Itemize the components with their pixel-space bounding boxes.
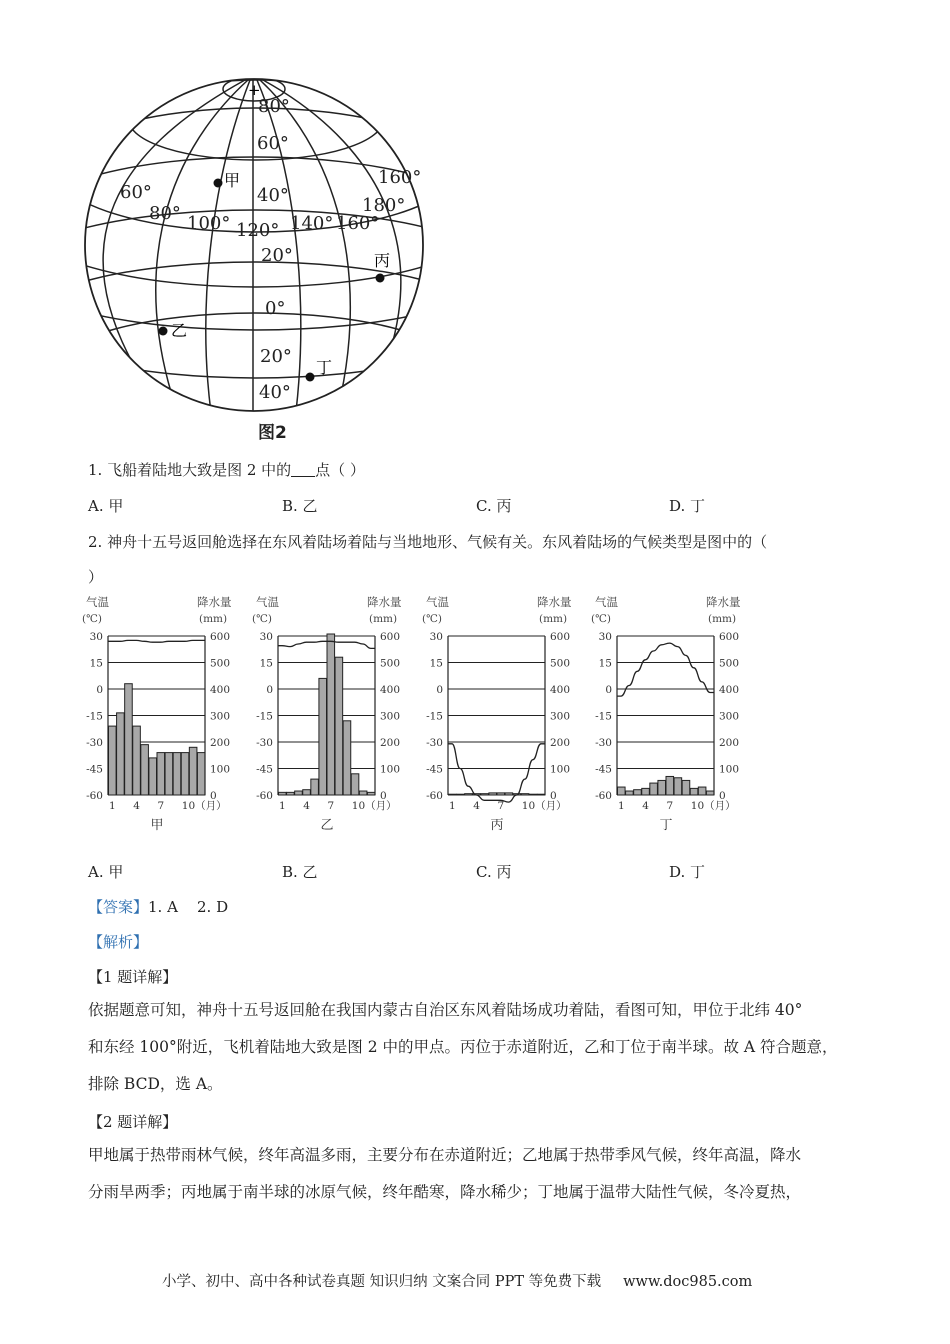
precip-bar bbox=[642, 788, 650, 795]
precip-tick-label: 400 bbox=[719, 684, 740, 696]
precip-tick-label: 400 bbox=[550, 684, 571, 696]
point-bing-dot bbox=[376, 274, 385, 283]
temp-axis-unit: (℃) bbox=[252, 613, 272, 625]
temp-tick-label: -60 bbox=[256, 790, 273, 802]
temp-axis-unit: (℃) bbox=[591, 613, 611, 625]
temp-axis-unit: (℃) bbox=[422, 613, 442, 625]
precip-tick-label: 300 bbox=[719, 710, 740, 723]
precip-tick-label: 0 bbox=[380, 790, 387, 802]
precip-axis-title: 降水量 bbox=[537, 595, 572, 609]
precip-bar bbox=[457, 794, 465, 795]
precip-bar bbox=[706, 791, 714, 795]
answer-label: 【答案】 bbox=[88, 898, 149, 916]
precip-bar bbox=[287, 792, 295, 795]
precip-bar bbox=[634, 790, 642, 795]
q2-option-b[interactable]: B. 乙 bbox=[282, 863, 318, 881]
precip-bar bbox=[690, 788, 698, 795]
temp-tick-label: 0 bbox=[266, 684, 273, 696]
globe-outline bbox=[85, 79, 423, 411]
precip-bar bbox=[481, 794, 489, 795]
q1-option-c[interactable]: C. 丙 bbox=[476, 497, 512, 515]
precip-tick-label: 500 bbox=[719, 657, 740, 670]
precip-bar bbox=[537, 794, 545, 795]
meridian-60 bbox=[103, 80, 245, 420]
precip-bar bbox=[327, 634, 335, 795]
precip-axis-title: 降水量 bbox=[197, 595, 232, 609]
lon-label-160e: 160° bbox=[378, 167, 422, 188]
temp-tick-label: -45 bbox=[86, 763, 103, 776]
precip-bar bbox=[343, 721, 351, 795]
precip-bar bbox=[497, 793, 505, 795]
precip-tick-label: 200 bbox=[210, 737, 231, 749]
chart-name-label: 丙 bbox=[490, 818, 504, 833]
month-tick-label: 1 bbox=[449, 800, 456, 812]
precip-tick-label: 300 bbox=[210, 710, 231, 723]
precip-bar bbox=[626, 791, 634, 795]
temp-tick-label: 15 bbox=[259, 657, 273, 670]
q1-stem-part-b: 点（ ） bbox=[315, 461, 365, 479]
precip-tick-label: 200 bbox=[719, 737, 740, 749]
precip-bar bbox=[658, 780, 666, 795]
north-pole-mark: + bbox=[248, 81, 261, 99]
temp-tick-label: 0 bbox=[605, 684, 612, 696]
precip-bar bbox=[505, 793, 513, 795]
precip-tick-label: 200 bbox=[380, 737, 401, 749]
precip-tick-label: 600 bbox=[719, 631, 740, 643]
point-jia-dot bbox=[214, 179, 223, 188]
precip-tick-label: 300 bbox=[550, 710, 571, 723]
month-tick-label: 10（月） bbox=[351, 800, 397, 812]
month-tick-label: 10（月） bbox=[521, 800, 567, 812]
month-tick-label: 4 bbox=[642, 800, 649, 812]
precip-tick-label: 100 bbox=[380, 763, 401, 776]
temp-tick-label: 30 bbox=[89, 631, 103, 643]
footer-url[interactable]: www.doc985.com bbox=[623, 1274, 753, 1290]
lon-label-80: 80° bbox=[149, 203, 181, 224]
precip-axis-unit: (mm) bbox=[199, 613, 228, 625]
temperature-line bbox=[108, 640, 205, 642]
month-tick-label: 7 bbox=[666, 800, 674, 812]
precip-bar bbox=[359, 791, 367, 795]
q1-option-a[interactable]: A. 甲 bbox=[88, 497, 124, 515]
precip-bar bbox=[149, 758, 157, 795]
temp-tick-label: -15 bbox=[86, 710, 103, 723]
precip-bar bbox=[133, 726, 141, 795]
precip-tick-label: 500 bbox=[550, 657, 571, 670]
precip-bar bbox=[319, 678, 327, 795]
temp-tick-label: -30 bbox=[426, 737, 443, 749]
temp-tick-label: -15 bbox=[595, 710, 612, 723]
temp-tick-label: 0 bbox=[96, 684, 103, 696]
globe-caption: 图2 bbox=[258, 423, 287, 443]
temp-tick-label: -60 bbox=[595, 790, 612, 802]
precip-bar bbox=[181, 753, 189, 795]
temp-tick-label: -60 bbox=[86, 790, 103, 802]
q2-detail-body bbox=[88, 1140, 801, 1207]
latitude-40s bbox=[80, 313, 430, 420]
lat-label-40n: 40° bbox=[257, 185, 289, 206]
precip-tick-label: 300 bbox=[380, 710, 401, 723]
precip-bar bbox=[367, 792, 375, 795]
precip-bar bbox=[335, 657, 343, 795]
precip-tick-label: 100 bbox=[550, 763, 571, 776]
precip-axis-unit: (mm) bbox=[369, 613, 398, 625]
q1-option-b[interactable]: B. 乙 bbox=[282, 497, 318, 515]
climate-charts bbox=[80, 590, 780, 840]
q1-detail-line: 排除 BCD，选 A。 bbox=[88, 1075, 223, 1093]
point-bing-label: 丙 bbox=[374, 251, 391, 270]
question-2-stem-line1: 2. 神舟十五号返回舱选择在东风着陆场着陆与当地地形、气候有关。东风着陆场的气候类型是图中的（ bbox=[88, 533, 768, 551]
point-ding-label: 丁 bbox=[316, 358, 333, 377]
precip-tick-label: 0 bbox=[550, 790, 557, 802]
q2-detail-line: 甲地属于热带雨林气候，终年高温多雨，主要分布在赤道附近；乙地属于热带季风气候，终年高温，降水 bbox=[88, 1146, 802, 1164]
precip-bar bbox=[173, 753, 181, 795]
precip-bar bbox=[311, 779, 319, 795]
temp-tick-label: -30 bbox=[256, 737, 273, 749]
lat-label-20n: 20° bbox=[261, 245, 293, 266]
month-tick-label: 1 bbox=[279, 800, 286, 812]
month-tick-label: 1 bbox=[109, 800, 116, 812]
point-yi-label: 乙 bbox=[171, 321, 188, 340]
precip-bar bbox=[682, 780, 690, 795]
temp-tick-label: -45 bbox=[426, 763, 443, 776]
month-tick-label: 1 bbox=[618, 800, 625, 812]
temperature-line bbox=[278, 641, 375, 648]
temp-tick-label: 30 bbox=[598, 631, 612, 643]
point-ding-dot bbox=[306, 373, 315, 382]
precip-axis-unit: (mm) bbox=[708, 613, 737, 625]
q1-blank bbox=[291, 462, 315, 477]
lon-label-60: 60° bbox=[120, 182, 152, 203]
question-1-stem bbox=[88, 459, 365, 480]
month-tick-label: 4 bbox=[473, 800, 480, 812]
chart-name-label: 丁 bbox=[659, 818, 673, 833]
lon-label-100: 100° bbox=[187, 213, 231, 234]
precip-bar bbox=[295, 791, 303, 795]
precip-tick-label: 200 bbox=[550, 737, 571, 749]
lon-label-120: 120° bbox=[236, 220, 280, 241]
answer-text: 1. A 2. D bbox=[148, 898, 229, 916]
month-tick-label: 7 bbox=[327, 800, 335, 812]
precip-bar bbox=[666, 776, 674, 795]
temp-tick-label: -15 bbox=[256, 710, 273, 723]
precip-bar bbox=[125, 684, 133, 795]
precip-tick-label: 600 bbox=[380, 631, 401, 643]
month-tick-label: 4 bbox=[133, 800, 140, 812]
q1-detail-line: 和东经 100°附近，飞机着陆地大致是图 2 中的甲点。丙位于赤道附近，乙和丁位于南半球。故 A 符合题意， bbox=[88, 1038, 838, 1056]
precip-tick-label: 0 bbox=[210, 790, 217, 802]
q1-detail-title: 【1 题详解】 bbox=[88, 968, 178, 986]
precip-bar bbox=[618, 787, 626, 795]
q2-detail-line: 分雨旱两季；丙地属于南半球的冰原气候，终年酷寒，降水稀少；丁地属于温带大陆性气候，冬冷夏热， bbox=[88, 1183, 802, 1201]
precip-bar bbox=[165, 753, 173, 795]
precip-tick-label: 100 bbox=[210, 763, 231, 776]
precip-bar bbox=[449, 794, 457, 795]
temp-tick-label: -30 bbox=[595, 737, 612, 749]
temp-tick-label: -45 bbox=[595, 763, 612, 776]
temp-axis-unit: (℃) bbox=[82, 613, 102, 625]
globe-figure bbox=[80, 70, 430, 420]
q2-option-d[interactable]: D. 丁 bbox=[669, 863, 706, 881]
temp-tick-label: 0 bbox=[436, 684, 443, 696]
precip-axis-unit: (mm) bbox=[539, 613, 568, 625]
lat-label-20s: 20° bbox=[260, 346, 292, 367]
precip-bar bbox=[279, 792, 287, 795]
q1-option-d[interactable]: D. 丁 bbox=[669, 497, 706, 515]
precip-axis-title: 降水量 bbox=[367, 595, 402, 609]
temp-tick-label: 15 bbox=[598, 657, 612, 670]
month-tick-label: 7 bbox=[497, 800, 505, 812]
precip-bar bbox=[197, 753, 205, 795]
month-tick-label: 7 bbox=[157, 800, 165, 812]
answer-line bbox=[88, 896, 228, 917]
precip-tick-label: 500 bbox=[380, 657, 401, 670]
lon-label-160w: 160° bbox=[336, 213, 380, 234]
temperature-line bbox=[617, 643, 714, 696]
temp-axis-title: 气温 bbox=[86, 595, 109, 609]
temp-axis-title: 气温 bbox=[256, 595, 279, 609]
lat-label-80n: 80° bbox=[258, 96, 290, 117]
lat-label-0: 0° bbox=[265, 298, 286, 319]
footer-text: 小学、初中、高中各种试卷真题 知识归纳 文案合同 PPT 等免费下载 bbox=[162, 1274, 602, 1290]
precip-bar bbox=[489, 793, 497, 795]
precip-tick-label: 600 bbox=[210, 631, 231, 643]
month-tick-label: 4 bbox=[303, 800, 310, 812]
precip-tick-label: 500 bbox=[210, 657, 231, 670]
precip-tick-label: 600 bbox=[550, 631, 571, 643]
temp-tick-label: -15 bbox=[426, 710, 443, 723]
lat-label-60n: 60° bbox=[257, 133, 289, 154]
q1-stem-part-a: 1. 飞船着陆地大致是图 2 中的 bbox=[88, 461, 292, 479]
meridian-100 bbox=[206, 80, 250, 420]
temp-tick-label: 15 bbox=[429, 657, 443, 670]
temp-tick-label: -30 bbox=[86, 737, 103, 749]
chart-name-label: 乙 bbox=[320, 818, 334, 833]
q1-detail-body bbox=[88, 995, 838, 1099]
precip-bar bbox=[109, 726, 117, 795]
temp-tick-label: 15 bbox=[89, 657, 103, 670]
precip-bar bbox=[674, 778, 682, 795]
temp-tick-label: 30 bbox=[429, 631, 443, 643]
precip-bar bbox=[157, 753, 165, 795]
analysis-label: 【解析】 bbox=[88, 933, 149, 951]
precip-bar bbox=[529, 794, 537, 795]
month-tick-label: 10（月） bbox=[181, 800, 227, 812]
q2-option-a[interactable]: A. 甲 bbox=[88, 863, 124, 881]
point-yi-dot bbox=[159, 327, 168, 336]
lon-label-180: 180° bbox=[362, 195, 406, 216]
precip-bar bbox=[189, 747, 197, 795]
lon-label-140: 140° bbox=[290, 213, 334, 234]
precip-tick-label: 100 bbox=[719, 763, 740, 776]
chart-name-label: 甲 bbox=[150, 818, 164, 833]
precip-axis-title: 降水量 bbox=[706, 595, 741, 609]
lat-label-40s: 40° bbox=[259, 382, 291, 403]
precip-bar bbox=[698, 787, 706, 795]
precip-bar bbox=[650, 783, 658, 795]
precip-bar bbox=[521, 794, 529, 795]
precip-tick-label: 0 bbox=[719, 790, 726, 802]
footer bbox=[162, 1270, 752, 1291]
temp-tick-label: -60 bbox=[426, 790, 443, 802]
question-2-stem-line2: ） bbox=[88, 568, 104, 586]
precip-bar bbox=[303, 790, 311, 795]
q2-detail-title: 【2 题详解】 bbox=[88, 1113, 178, 1131]
precip-tick-label: 400 bbox=[380, 684, 401, 696]
precip-bar bbox=[141, 745, 149, 795]
q2-option-c[interactable]: C. 丙 bbox=[476, 863, 512, 881]
temp-tick-label: 30 bbox=[259, 631, 273, 643]
precip-tick-label: 400 bbox=[210, 684, 231, 696]
precip-bar bbox=[117, 713, 125, 795]
latitude-labels bbox=[257, 96, 293, 403]
q1-detail-line: 依据题意可知，神舟十五号返回舱在我国内蒙古自治区东风着陆场成功着陆，看图可知，甲位于北纬 40° bbox=[88, 1001, 803, 1019]
point-jia-label: 甲 bbox=[224, 171, 241, 190]
temp-axis-title: 气温 bbox=[595, 595, 618, 609]
precip-bar bbox=[465, 794, 473, 795]
month-tick-label: 10（月） bbox=[690, 800, 736, 812]
precip-bar bbox=[351, 774, 359, 795]
temp-tick-label: -45 bbox=[256, 763, 273, 776]
temp-axis-title: 气温 bbox=[426, 595, 449, 609]
